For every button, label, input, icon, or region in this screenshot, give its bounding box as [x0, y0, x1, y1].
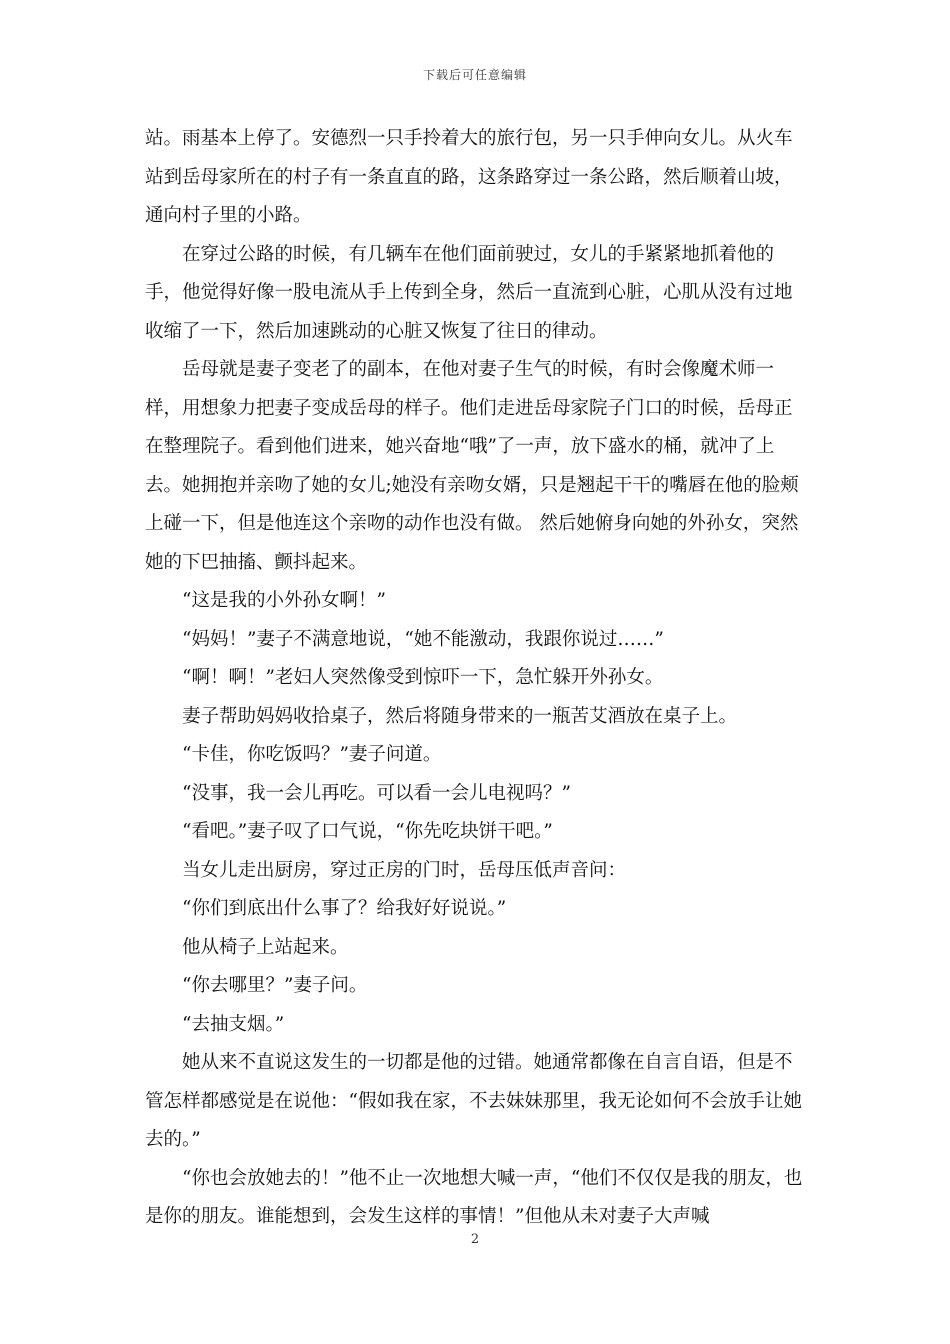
paragraph: “你也会放她去的！”他不止一次地想大喊一声，“他们不仅仅是我的朋友，也是你的朋友。谁能想到，会发生这样的事情！”但他从未对妻子大声喊 [145, 1167, 803, 1227]
document-body [145, 120, 807, 1237]
dialogue-line: “你们到底出什么事了？给我好好说说。” [182, 898, 507, 919]
dialogue-line: “看吧。”妻子叹了口气说，“你先吃块饼干吧。” [182, 821, 553, 842]
dialogue-line: “妈妈！”妻子不满意地说，“她不能激动，我跟你说过……” [182, 628, 664, 650]
dialogue-line: 当女儿走出厨房，穿过正房的门时，岳母压低声音问： [182, 859, 627, 881]
paragraph: 站。雨基本上停了。安德烈一只手拎着大的旅行包，另一只手伸向女儿。从火车站到岳母家所在的村子有一条直直的路，这条路穿过一条公路，然后顺着山坡，通向村子里的小路。 [145, 128, 793, 226]
dialogue-line: “这是我的小外孙女啊！” [182, 590, 386, 611]
dialogue-line: “没事，我一会儿再吃。可以看一会儿电视吗？” [182, 782, 571, 804]
dialogue-line: “你去哪里？”妻子问。 [182, 975, 368, 996]
dialogue-line: 妻子帮助妈妈收拾桌子，然后将随身带来的一瓶苦艾酒放在桌子上。 [182, 705, 738, 727]
paragraph: 在穿过公路的时候，有几辆车在他们面前驶过，女儿的手紧紧地抓着他的手，他觉得好像一股电流从手上传到全身，然后一直流到心脏，心肌从没有过地收缩了一下，然后加速跳动的心脏又恢复了往日的律动。 [145, 243, 793, 342]
paragraph: 岳母就是妻子变老了的副本，在他对妻子生气的时候，有时会像魔术师一样，用想象力把妻子变成岳母的样子。他们走进岳母家院子门口的时候，岳母正在整理院子。看到他们进来，她兴奋地“哦”了一声，放下盛水的桶，就冲了上去。她拥抱并亲吻了她的女儿;她没有亲吻女婿，只是翘起干干的嘴唇在他的脸颊上碰一下，但是他连这个亲吻的动作也没有做。 然后她俯身向她的外孙女，突然她的下巴抽搐、颤抖起来。 [145, 359, 799, 573]
paragraph: 她从来不直说这发生的一切都是他的过错。她通常都像在自言自语，但是不管怎样都感觉是在说他：“假如我在家，不去妹妹那里，我无论如何不会放手让她去的。” [145, 1052, 802, 1150]
page-header: 下载后可任意编辑 [422, 68, 527, 82]
page-number: 2 [470, 1232, 480, 1247]
dialogue-line: “去抽支烟。” [182, 1013, 285, 1035]
dialogue-line: “啊！啊！”老妇人突然像受到惊吓一下，急忙躲开外孙女。 [182, 667, 664, 688]
dialogue-line: “卡佳，你吃饭吗？”妻子问道。 [182, 744, 442, 765]
dialogue-line: 他从椅子上站起来。 [182, 936, 349, 958]
